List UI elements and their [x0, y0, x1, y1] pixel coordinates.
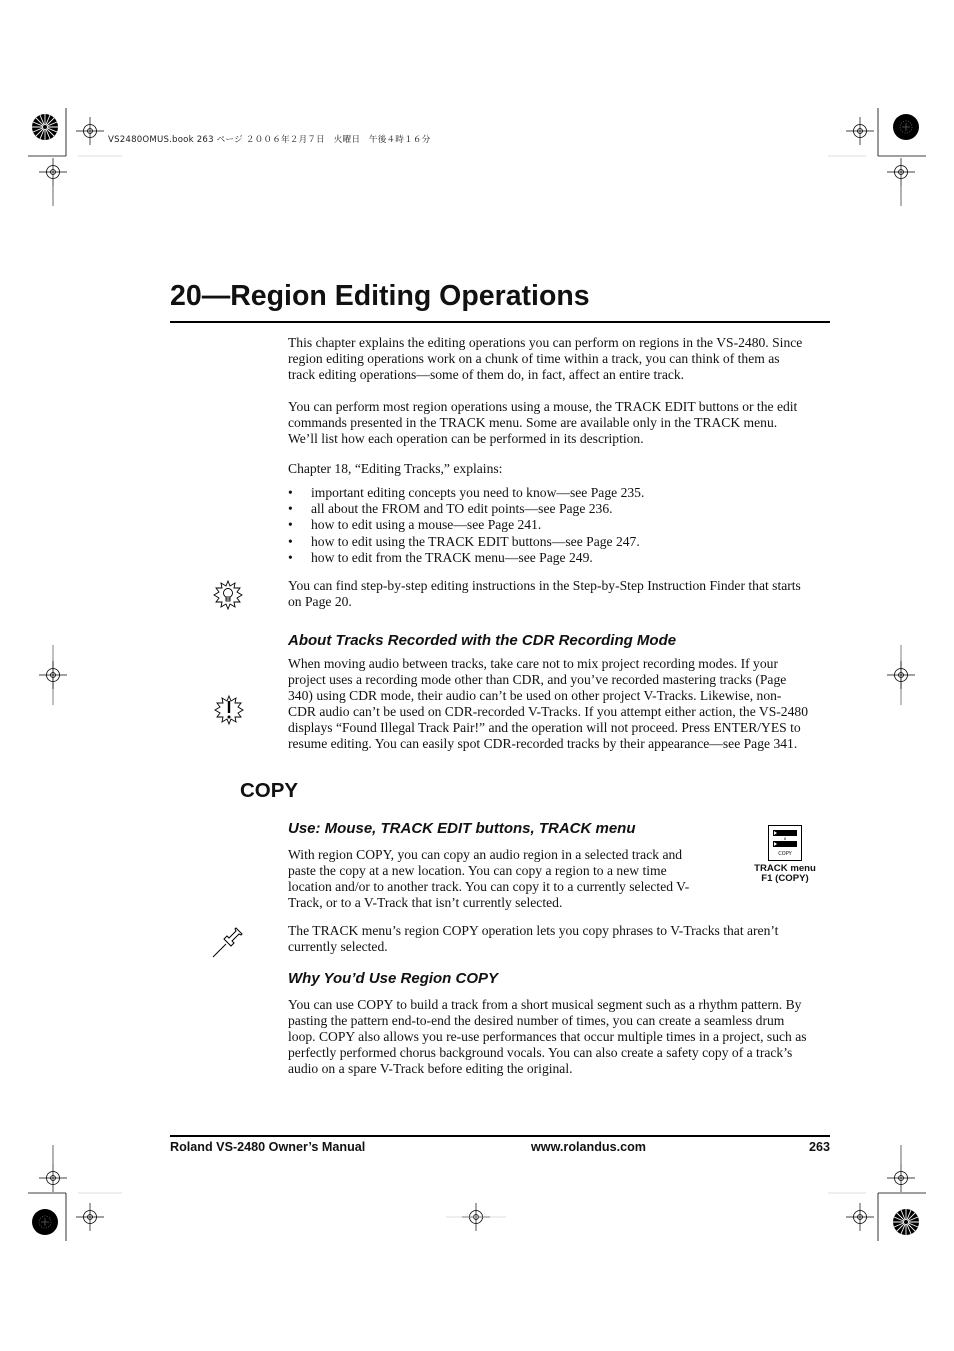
list-item	[288, 534, 808, 550]
title-rule	[170, 321, 830, 323]
pushpin-icon	[210, 922, 248, 960]
footer-manual-title: Roland VS-2480 Owner’s Manual	[170, 1140, 366, 1154]
copy-use-text: With region COPY, you can copy an audio region in a selected track and paste the copy at a new location. You can copy a region to a new time location and/or to another track. You can copy it to a currently selected V-Track, or to a V-Track that isn’t currently selected.	[288, 847, 690, 910]
copy-note-text: The TRACK menu’s region COPY operation lets you copy phrases to V-Tracks that aren’t currently selected.	[288, 923, 779, 954]
list-item	[288, 517, 808, 533]
track-menu-caption	[742, 864, 828, 884]
intro-paragraph-3: Chapter 18, “Editing Tracks,” explains:	[288, 461, 503, 476]
print-header: VS2480OMUS.book 263 ページ ２００６年２月７日 火曜日 午後４時１６分	[108, 135, 431, 145]
tip-text: You can find step-by-step editing instructions in the Step-by-Step Instruction Finder that starts on Page 20.	[288, 578, 801, 609]
bullet-mark: •	[288, 501, 293, 517]
list-item-text: all about the FROM and TO edit points—see Page 236.	[311, 501, 613, 517]
copy-menu-icon-label: COPY	[778, 851, 792, 857]
list-item	[288, 501, 808, 517]
why-copy-text: You can use COPY to build a track from a short musical segment such as a rhythm pattern. By pasting the pattern end-to-end the desired number of times, you can create a seamless drum loop. COPY also allows you re-use performances that occur multiple times in a project, such as perfectly performed chorus background vocals. You can also create a safety copy of a track’s audio on a spare V-Track before editing the original.	[288, 997, 807, 1076]
bullet-mark: •	[288, 533, 293, 549]
footer-website: www.rolandus.com	[531, 1140, 646, 1154]
list-item	[288, 550, 808, 566]
bullet-mark: •	[288, 485, 293, 500]
chapter-title: 20—Region Editing Operations	[170, 280, 590, 312]
copy-section-heading: COPY	[240, 779, 299, 802]
footer-rule	[170, 1135, 830, 1137]
lightbulb-icon	[211, 578, 245, 612]
why-copy-heading: Why You’d Use Region COPY	[288, 970, 499, 987]
intro-paragraph-1: This chapter explains the editing operations you can perform on regions in the VS-2480. Since region editing operations work on a chunk of time within a track, you can think of them as track editing operations—some of them do, in fact, affect an entire track.	[288, 335, 803, 382]
bullet-mark: •	[288, 517, 293, 533]
list-item	[288, 485, 808, 501]
track-menu-caption-line-1: TRACK menu	[754, 863, 816, 874]
warning-burst-icon	[212, 693, 246, 727]
cdr-section-text: When moving audio between tracks, take care not to mix project recording modes. If your project uses a recording mode other than CDR, and you’ve recorded mastering tracks (Page 340) using CDR mode, their audio can’t be used on other project V-Tracks. Likewise, non-CDR audio can’t be used on CDR-recorded V-Tracks. If you attempt either action, the VS-2480 displays “Found Illegal Track Pair!” and the operation will not proceed. Press ENTER/YES to resume editing. You can easily spot CDR-recorded tracks by their appearance—see Page 341.	[288, 656, 808, 751]
list-item-text: how to edit using the TRACK EDIT buttons—see Page 247.	[311, 533, 640, 549]
copy-use-heading: Use: Mouse, TRACK EDIT buttons, TRACK menu	[288, 820, 636, 837]
intro-paragraph-2: You can perform most region operations using a mouse, the TRACK EDIT buttons or the edit commands presented in the TRACK menu. Some are available only in the TRACK menu. We’ll list how each operation can be performed in its description.	[288, 399, 798, 446]
copy-menu-icon	[768, 825, 802, 861]
track-menu-caption-line-2: F1 (COPY)	[761, 873, 809, 884]
bullet-mark: •	[288, 549, 293, 565]
cdr-section-heading: About Tracks Recorded with the CDR Recording Mode	[288, 632, 677, 649]
list-item-text: important editing concepts you need to know—see Page 235.	[311, 485, 645, 500]
page-number: 263	[808, 1140, 830, 1154]
chapter-18-topics-list	[288, 485, 808, 566]
list-item-text: how to edit using a mouse—see Page 241.	[311, 517, 542, 533]
list-item-text: how to edit from the TRACK menu—see Page 249.	[311, 549, 593, 565]
